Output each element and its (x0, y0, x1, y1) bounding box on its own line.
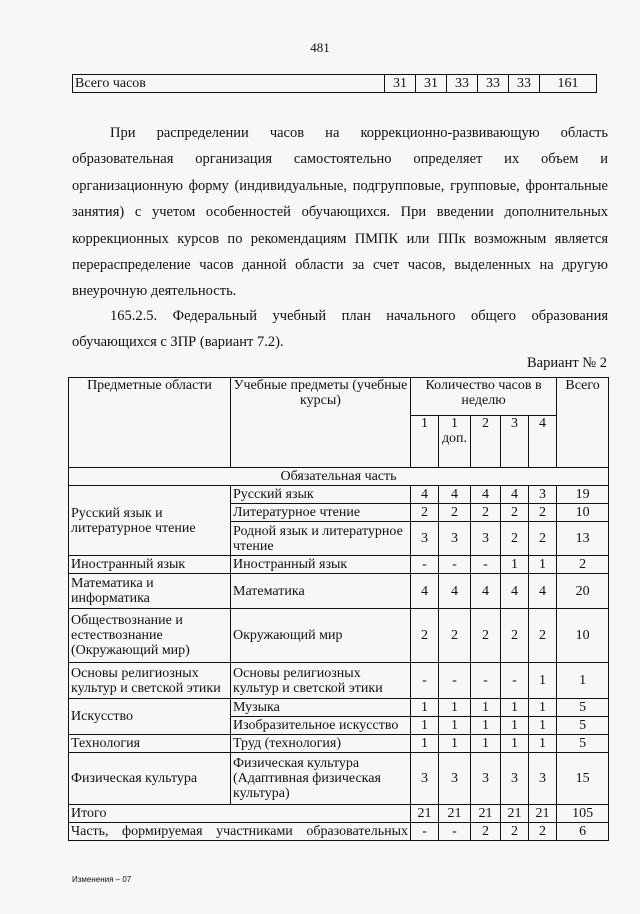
area-cell: Физическая культура (69, 753, 231, 805)
hours-cell: - (439, 823, 471, 841)
hours-cell: 21 (529, 805, 557, 823)
subject-cell: Основы религиозных культур и светской этики (231, 663, 411, 699)
part-label: Часть, формируемая участниками образовательных (69, 823, 411, 841)
hours-cell: 2 (529, 823, 557, 841)
hours-cell: 3 (411, 522, 439, 556)
hours-cell: 1 (501, 556, 529, 574)
hours-cell: 31 (385, 75, 416, 93)
total-hours-table (72, 74, 597, 93)
part-row (69, 823, 609, 841)
subject-cell: Окружающий мир (231, 609, 411, 663)
hours-cell: 2 (529, 522, 557, 556)
hours-cell: 2 (471, 504, 501, 522)
total-cell: 10 (557, 609, 609, 663)
hours-cell: 3 (411, 753, 439, 805)
area-cell: Русский язык и литературное чтение (69, 486, 231, 556)
header-grade: 2 (471, 416, 501, 468)
hours-cell: 4 (411, 486, 439, 504)
hours-cell: 21 (439, 805, 471, 823)
hours-cell: 1 (501, 735, 529, 753)
total-cell: 5 (557, 717, 609, 735)
hours-cell: - (501, 663, 529, 699)
hours-cell: 4 (529, 574, 557, 609)
hours-cell: 1 (529, 663, 557, 699)
hours-cell: 1 (529, 699, 557, 717)
hours-cell: - (411, 556, 439, 574)
hours-cell: 1 (501, 699, 529, 717)
hours-cell: 2 (529, 609, 557, 663)
hours-cell: 1 (471, 699, 501, 717)
hours-cell: 4 (501, 574, 529, 609)
hours-cell: 2 (529, 504, 557, 522)
subject-cell: Изобразительное искусство (231, 717, 411, 735)
hours-cell: 2 (501, 823, 529, 841)
hours-cell: 3 (501, 753, 529, 805)
hours-cell: 4 (439, 486, 471, 504)
header-row (69, 378, 609, 416)
hours-cell: 3 (529, 486, 557, 504)
hours-cell: 2 (471, 609, 501, 663)
hours-cell: 1 (471, 717, 501, 735)
hours-cell: 1 (471, 735, 501, 753)
itogo-row (69, 805, 609, 823)
subject-cell: Литературное чтение (231, 504, 411, 522)
hours-cell: 4 (471, 486, 501, 504)
table-row (73, 75, 597, 93)
total-cell: 19 (557, 486, 609, 504)
area-cell: Основы религиозных культур и светской этики (69, 663, 231, 699)
hours-cell: - (411, 823, 439, 841)
paragraph-hours-distribution: При распределении часов на коррекционно-развивающую область образовательная организация самостоятельно определяет их объем и организационную форму (индивидуальные, подгрупповые, групповые, фронтальные занятия) с учетом особенностей обучающихся. При введении дополнительных коррекционных курсов по рекомендациям ПМПК или ППк возможным является перераспределение часов данной области за счет часов, выделенных на другую внеурочную деятельность. (72, 125, 608, 300)
page-number: 481 (310, 40, 330, 55)
hours-cell: - (439, 663, 471, 699)
table-row (69, 609, 609, 663)
total-cell: 13 (557, 522, 609, 556)
subject-cell: Физическая культура (Адаптивная физическая культура) (231, 753, 411, 805)
total-cell: 105 (557, 805, 609, 823)
area-cell: Технология (69, 735, 231, 753)
total-cell: 2 (557, 556, 609, 574)
hours-cell: 1 (411, 717, 439, 735)
header-grade: 4 (529, 416, 557, 468)
table-row (69, 735, 609, 753)
subject-cell: Музыка (231, 699, 411, 717)
footer-revision: Изменения – 07 (72, 875, 132, 884)
hours-cell: 21 (501, 805, 529, 823)
subject-cell: Иностранный язык (231, 556, 411, 574)
subject-cell: Русский язык (231, 486, 411, 504)
total-hours-label: Всего часов (73, 75, 385, 93)
total-cell: 5 (557, 699, 609, 717)
header-subjects: Учебные предметы (учебные курсы) (231, 378, 411, 468)
total-cell: 161 (540, 75, 597, 93)
section-row (69, 468, 609, 486)
section-title: Обязательная часть (69, 468, 609, 486)
table-row (69, 753, 609, 805)
total-cell: 5 (557, 735, 609, 753)
area-cell: Иностранный язык (69, 556, 231, 574)
hours-cell: 3 (439, 753, 471, 805)
hours-cell: 1 (501, 717, 529, 735)
subject-cell: Труд (технология) (231, 735, 411, 753)
hours-cell: 3 (439, 522, 471, 556)
table-row (69, 486, 609, 504)
hours-cell: - (439, 556, 471, 574)
total-cell: 15 (557, 753, 609, 805)
hours-cell: 31 (416, 75, 447, 93)
header-areas: Предметные области (69, 378, 231, 468)
paragraph-section-heading: 165.2.5. Федеральный учебный план начального общего образования обучающихся с ЗПР (вариант 7.2). (72, 308, 608, 350)
hours-cell: 4 (501, 486, 529, 504)
hours-cell: 4 (411, 574, 439, 609)
header-grade: 1 (411, 416, 439, 468)
hours-cell: 2 (439, 609, 471, 663)
hours-cell: 4 (471, 574, 501, 609)
hours-cell: 33 (478, 75, 509, 93)
table-row (69, 556, 609, 574)
subject-cell: Родной язык и литературное чтение (231, 522, 411, 556)
area-cell: Математика и информатика (69, 574, 231, 609)
hours-cell: - (471, 556, 501, 574)
table-row (69, 699, 609, 717)
hours-cell: 1 (529, 717, 557, 735)
hours-cell: 2 (501, 504, 529, 522)
header-total: Всего (557, 378, 609, 468)
hours-cell: 2 (439, 504, 471, 522)
hours-cell: 3 (471, 522, 501, 556)
hours-cell: 1 (411, 735, 439, 753)
hours-cell: 33 (509, 75, 540, 93)
table-row (69, 574, 609, 609)
hours-cell: 1 (529, 556, 557, 574)
hours-cell: 1 (529, 735, 557, 753)
table-row (69, 663, 609, 699)
header-hours: Количество часов в неделю (411, 378, 557, 416)
header-grade: 3 (501, 416, 529, 468)
hours-cell: 2 (501, 609, 529, 663)
subject-cell: Математика (231, 574, 411, 609)
hours-cell: 21 (411, 805, 439, 823)
total-cell: 1 (557, 663, 609, 699)
curriculum-table (68, 377, 609, 841)
hours-cell: 1 (439, 717, 471, 735)
hours-cell: 2 (501, 522, 529, 556)
hours-cell: - (411, 663, 439, 699)
hours-cell: 33 (447, 75, 478, 93)
itogo-label: Итого (69, 805, 411, 823)
hours-cell: 1 (411, 699, 439, 717)
area-cell: Искусство (69, 699, 231, 735)
area-cell: Обществознание и естествознание (Окружающий мир) (69, 609, 231, 663)
total-cell: 20 (557, 574, 609, 609)
hours-cell: 3 (529, 753, 557, 805)
total-cell: 10 (557, 504, 609, 522)
hours-cell: 2 (411, 504, 439, 522)
total-cell: 6 (557, 823, 609, 841)
hours-cell: 2 (411, 609, 439, 663)
hours-cell: 3 (471, 753, 501, 805)
hours-cell: 21 (471, 805, 501, 823)
hours-cell: 2 (471, 823, 501, 841)
hours-cell: 1 (439, 699, 471, 717)
hours-cell: 4 (439, 574, 471, 609)
hours-cell: - (471, 663, 501, 699)
hours-cell: 1 (439, 735, 471, 753)
variant-label: Вариант № 2 (527, 355, 607, 371)
header-grade: 1 доп. (439, 416, 471, 468)
